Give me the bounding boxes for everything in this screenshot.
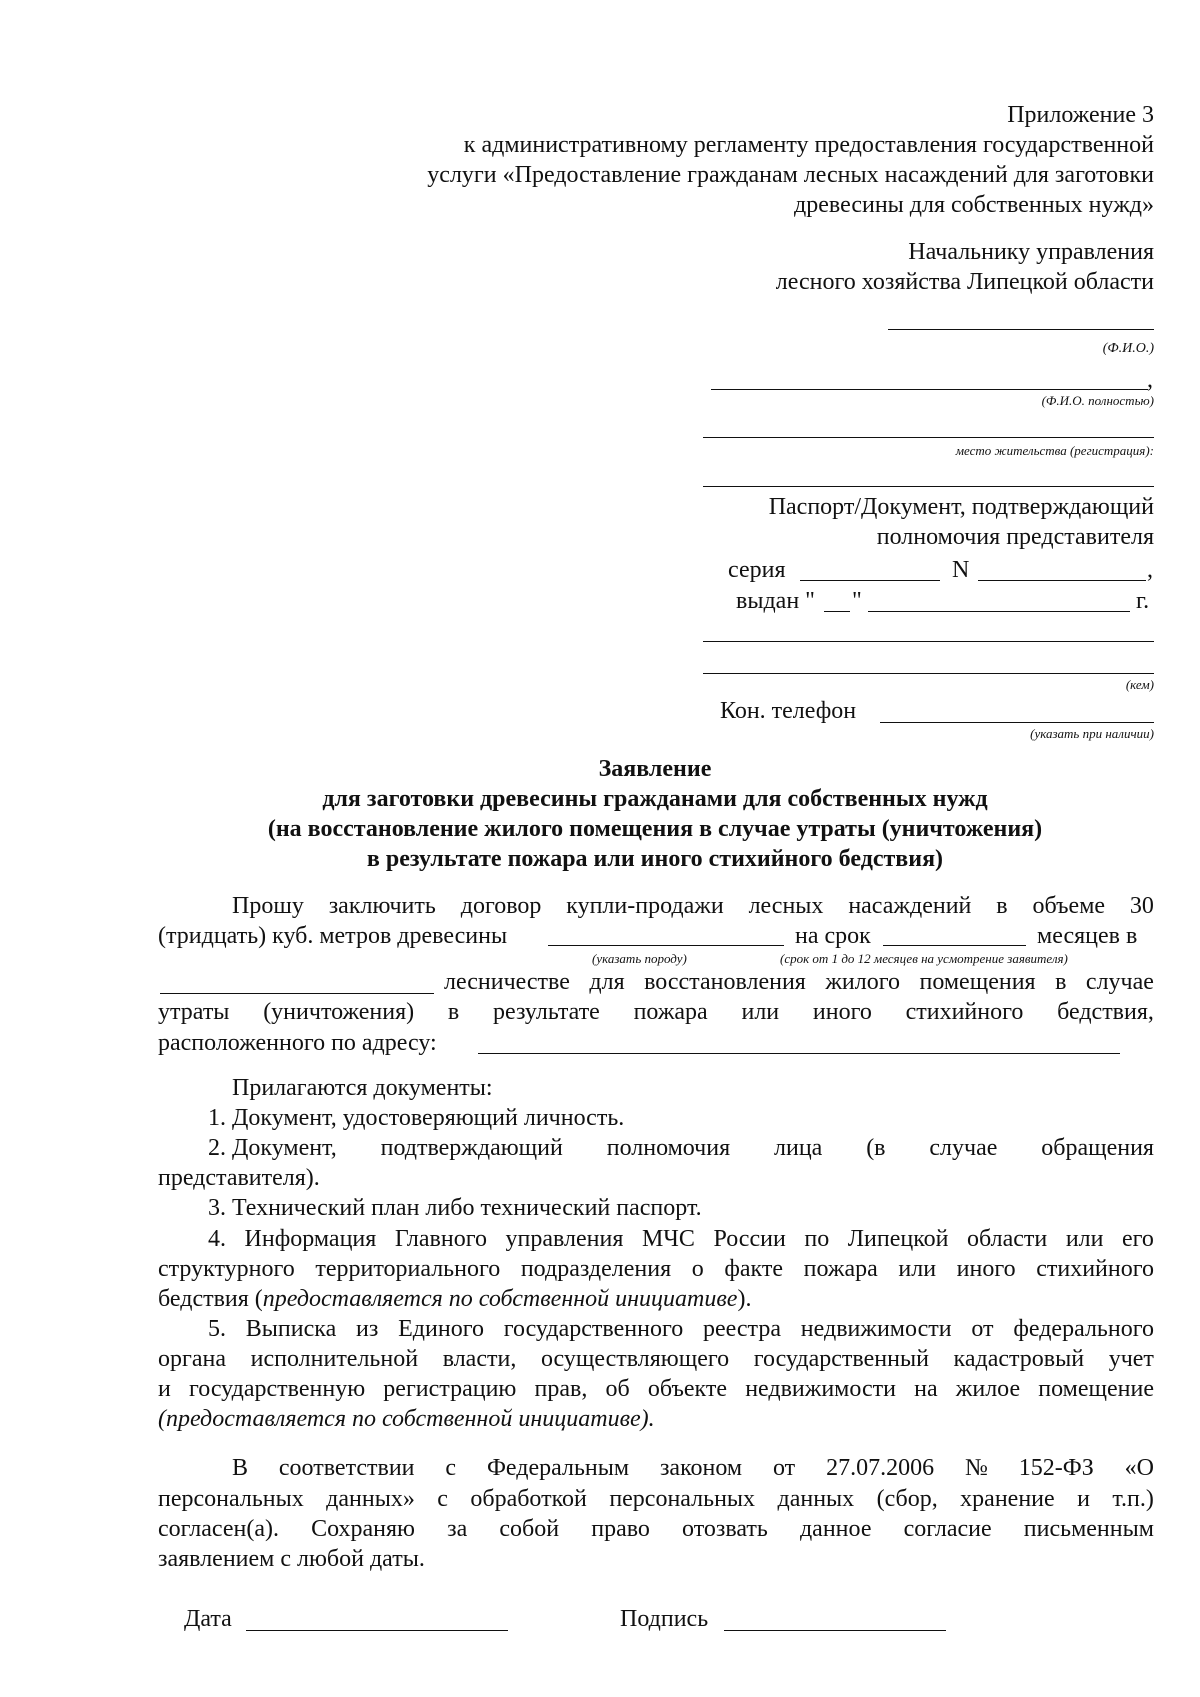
signature-label: Подпись	[620, 1606, 709, 1632]
request-line-2-c: месяцев в	[1037, 923, 1138, 949]
word: учет	[1108, 1346, 1154, 1372]
title-line-4: в результате пожара или иного стихийного бедствия)	[366, 846, 944, 872]
word: в	[1055, 969, 1067, 995]
word: данных»	[326, 1486, 415, 1512]
word: 4.	[208, 1226, 226, 1252]
word: согласие	[903, 1516, 992, 1542]
word: от	[773, 1455, 796, 1481]
word: лесничестве	[444, 969, 570, 995]
word: данное	[799, 1516, 872, 1542]
word: персональных	[609, 1486, 756, 1512]
word: федерального	[1013, 1316, 1154, 1342]
issued-by-line-1[interactable]	[703, 641, 1154, 642]
word: согласен(а).	[158, 1516, 279, 1542]
word: по	[804, 1226, 830, 1252]
passport-line-1: Паспорт/Документ, подтверждающий	[768, 494, 1154, 520]
word: органа	[158, 1346, 226, 1372]
word: и	[158, 1376, 171, 1402]
word: заключить	[328, 893, 436, 919]
document-title: Заявление	[598, 756, 712, 782]
number-field[interactable]	[978, 580, 1146, 581]
word: или	[1065, 1226, 1104, 1252]
word: территориального	[315, 1256, 501, 1282]
word: его	[1122, 1226, 1154, 1252]
word: полномочия	[606, 1135, 731, 1161]
appendix-number: Приложение 3	[1007, 102, 1154, 128]
word: хранение	[960, 1486, 1055, 1512]
word: Информация	[244, 1226, 377, 1252]
word: Главного	[394, 1226, 487, 1252]
word: недвижимости	[800, 1316, 952, 1342]
phone-label: Кон. телефон	[720, 698, 857, 724]
appendix-ref-line-2: услуги «Предоставление гражданам лесных насаждений для заготовки	[427, 162, 1154, 188]
word: лица	[774, 1135, 823, 1161]
document-item-5-line-2	[158, 1344, 1154, 1374]
document-item-2-cont: представителя).	[158, 1165, 320, 1191]
word: отозвать	[682, 1516, 768, 1542]
word: 2. Документ,	[208, 1135, 337, 1161]
word: стихийного	[905, 999, 1024, 1025]
word: подразделения	[520, 1256, 672, 1282]
word: для	[589, 969, 625, 995]
request-line-1	[232, 891, 1154, 921]
word: Липецкой	[847, 1226, 949, 1252]
word: осуществляющего	[540, 1346, 730, 1372]
request-line-2-a: (тридцать) куб. метров древесины	[158, 923, 508, 949]
word: Федеральным	[486, 1455, 630, 1481]
word: восстановления	[644, 969, 806, 995]
word: Единого	[398, 1316, 484, 1342]
word: в	[447, 999, 460, 1025]
head-fio-line[interactable]	[888, 329, 1154, 330]
issued-day-field[interactable]	[824, 611, 850, 612]
word: Выписка	[245, 1316, 337, 1342]
word: обработкой	[470, 1486, 587, 1512]
fio-full-hint: (Ф.И.О. полностью)	[1041, 393, 1154, 408]
word: пожара	[633, 999, 708, 1025]
tree-species-field[interactable]	[548, 945, 784, 946]
fio-comma: ,	[1147, 367, 1153, 393]
word: пожара	[803, 1256, 878, 1282]
word: (сбор,	[876, 1486, 938, 1512]
document-item-3: 3. Технический план либо технический паспорт.	[208, 1195, 702, 1221]
request-line-2-b: на срок	[795, 923, 871, 949]
word: собой	[499, 1516, 560, 1542]
word: соответствии	[278, 1455, 415, 1481]
word: законом	[659, 1455, 743, 1481]
term-field[interactable]	[883, 945, 1026, 946]
consent-line-3	[158, 1514, 1154, 1544]
word: объеме	[1032, 893, 1106, 919]
word: 27.07.2006	[826, 1455, 935, 1481]
word: на	[914, 1376, 938, 1402]
word: «О	[1124, 1455, 1154, 1481]
word: государственный	[753, 1346, 929, 1372]
word: жилое	[955, 1376, 1021, 1402]
word: 152-ФЗ	[1018, 1455, 1094, 1481]
passport-line-2: полномочия представителя	[876, 524, 1154, 550]
title-line-2: для заготовки древесины гражданами для собственных нужд	[322, 786, 988, 812]
word: купли-продажи	[566, 893, 724, 919]
word: В	[232, 1455, 249, 1481]
series-comma: ,	[1147, 557, 1153, 583]
document-item-2	[208, 1133, 1154, 1163]
series-field[interactable]	[800, 580, 940, 581]
request-line-5: расположенного по адресу:	[158, 1030, 437, 1056]
word: результате	[493, 999, 600, 1025]
word: МЧС	[641, 1226, 695, 1252]
word: России	[713, 1226, 786, 1252]
word: персональных	[158, 1486, 304, 1512]
word: реестра	[703, 1316, 781, 1342]
phone-hint: (указать при наличии)	[1030, 726, 1154, 741]
word: факте	[724, 1256, 784, 1282]
word: 30	[1129, 893, 1154, 919]
word: регистрацию	[383, 1376, 517, 1402]
document-item-1: 1. Документ, удостоверяющий личность.	[208, 1105, 625, 1131]
document-item-5-line-3	[158, 1374, 1154, 1404]
document-item-5-line-1	[208, 1314, 1154, 1344]
issued-by-hint: (кем)	[1125, 677, 1154, 692]
phone-field[interactable]	[880, 722, 1154, 723]
appendix-ref-line-3: древесины для собственных нужд»	[794, 192, 1154, 218]
word: (в	[866, 1135, 886, 1161]
word: 5.	[208, 1316, 226, 1342]
word: Прошу	[232, 893, 304, 919]
document-item-4-line-1	[208, 1224, 1154, 1254]
word: кадастровый	[953, 1346, 1085, 1372]
word: об	[605, 1376, 630, 1402]
word: помещения	[919, 969, 1036, 995]
year-suffix: г.	[1136, 588, 1150, 614]
document-item-4-line-3: бедствия (предоставляется по собственной инициативе).	[158, 1286, 752, 1312]
applicant-fio-line[interactable]	[711, 389, 1148, 390]
word: власти,	[442, 1346, 517, 1372]
appendix-ref-line-1: к административному регламенту предоставления государственной	[463, 132, 1154, 158]
word: структурного	[158, 1256, 295, 1282]
issued-date-field[interactable]	[868, 611, 1130, 612]
word: т.п.)	[1112, 1486, 1154, 1512]
residence-line[interactable]	[703, 437, 1154, 438]
request-line-4	[158, 997, 1154, 1027]
word: прав,	[534, 1376, 588, 1402]
word: от	[971, 1316, 994, 1342]
address-field[interactable]	[478, 1053, 1120, 1054]
word: или	[898, 1256, 937, 1282]
breed-hint: (указать породу)	[592, 951, 687, 966]
word: помещение	[1038, 1376, 1154, 1402]
word: с	[445, 1455, 457, 1481]
word: Сохраняю	[311, 1516, 415, 1542]
request-line-3	[444, 967, 1154, 997]
signature-field[interactable]	[724, 1630, 946, 1631]
number-label: N	[952, 557, 970, 583]
issued-quote: "	[852, 588, 862, 614]
word: лесных	[748, 893, 824, 919]
word: бедствия,	[1057, 999, 1154, 1025]
word: и	[1077, 1486, 1090, 1512]
word: с	[437, 1486, 448, 1512]
word: насаждений	[848, 893, 972, 919]
word: случае	[1085, 969, 1154, 995]
word: случае	[929, 1135, 998, 1161]
word: иного	[812, 999, 872, 1025]
word: (уничтожения)	[263, 999, 415, 1025]
consent-line-4: заявлением с любой даты.	[158, 1546, 425, 1572]
word: из	[356, 1316, 379, 1342]
word: утраты	[158, 999, 230, 1025]
document-item-5-line-4: (предоставляется по собственной инициативе).	[158, 1406, 655, 1432]
addressee-line-2: лесного хозяйства Липецкой области	[775, 269, 1154, 295]
word: право	[591, 1516, 650, 1542]
word: государственную	[189, 1376, 366, 1402]
date-label: Дата	[184, 1606, 232, 1632]
word: в	[996, 893, 1008, 919]
word: договор	[460, 893, 542, 919]
consent-line-1	[232, 1453, 1154, 1483]
word: иного	[956, 1256, 1016, 1282]
residence-line-2[interactable]	[703, 486, 1154, 487]
title-line-3: (на восстановление жилого помещения в случае утраты (уничтожения)	[267, 816, 1043, 842]
residence-hint: место жительства (регистрация):	[955, 443, 1154, 458]
consent-line-2	[158, 1484, 1154, 1514]
word: исполнительной	[250, 1346, 419, 1372]
word: письменным	[1023, 1516, 1154, 1542]
issued-label: выдан "	[736, 588, 815, 614]
word: или	[741, 999, 780, 1025]
forestry-field[interactable]	[160, 993, 434, 994]
word: жилого	[825, 969, 900, 995]
document-item-4-line-2	[158, 1254, 1154, 1284]
word: управления	[505, 1226, 624, 1252]
issued-by-line-2[interactable]	[703, 673, 1154, 674]
word: недвижимости	[745, 1376, 896, 1402]
word: о	[691, 1256, 704, 1282]
series-label: серия	[728, 557, 786, 583]
date-field[interactable]	[246, 1630, 508, 1631]
documents-intro: Прилагаются документы:	[232, 1075, 493, 1101]
word: объекте	[647, 1376, 728, 1402]
addressee-line-1: Начальнику управления	[908, 239, 1154, 265]
word: обращения	[1041, 1135, 1154, 1161]
term-hint: (срок от 1 до 12 месяцев на усмотрение заявителя)	[780, 951, 1068, 966]
word: области	[967, 1226, 1048, 1252]
word: за	[447, 1516, 468, 1542]
word: данных	[777, 1486, 855, 1512]
word: подтверждающий	[380, 1135, 563, 1161]
word: государственного	[503, 1316, 684, 1342]
word: №	[964, 1455, 988, 1481]
word: стихийного	[1036, 1256, 1154, 1282]
fio-hint: (Ф.И.О.)	[1102, 341, 1154, 356]
